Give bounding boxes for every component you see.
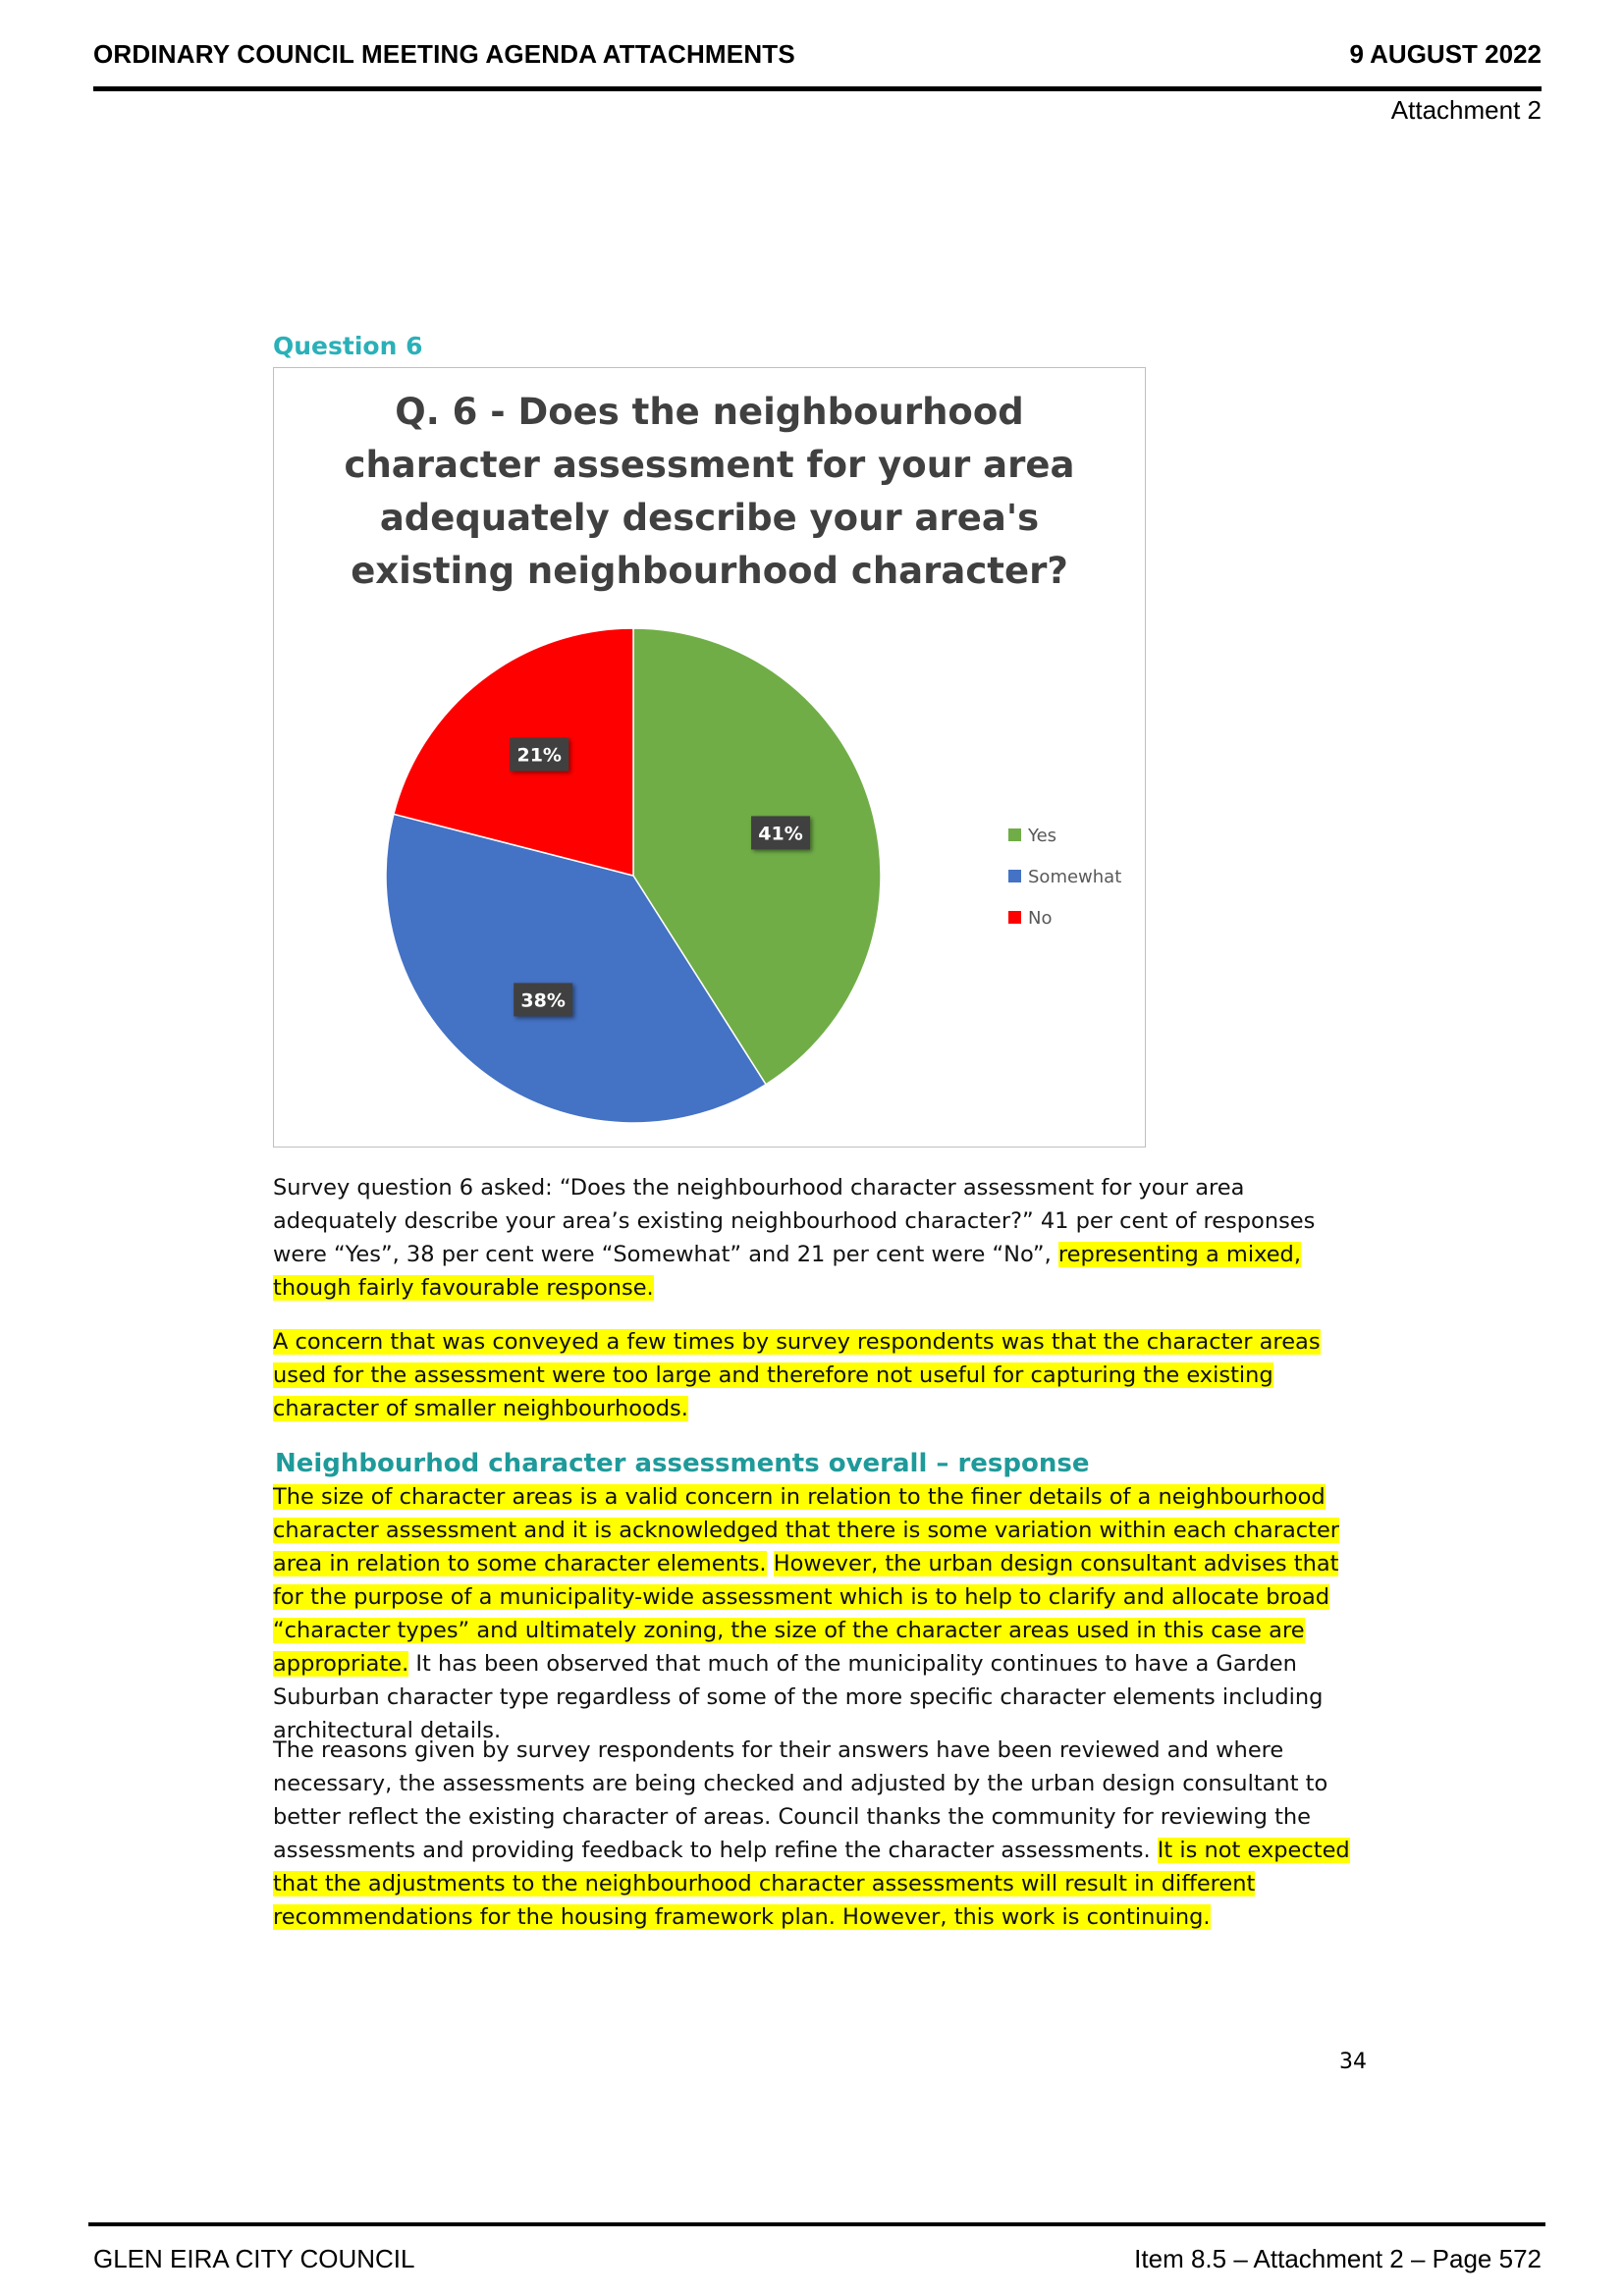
legend-swatch xyxy=(1008,911,1021,924)
header-title: ORDINARY COUNCIL MEETING AGENDA ATTACHMENTS xyxy=(93,39,795,69)
chart-title-line: existing neighbourhood character? xyxy=(351,550,1068,592)
section-heading: Neighbourhod character assessments overall – response xyxy=(275,1449,1090,1478)
pie-chart xyxy=(273,367,1146,1148)
data-label-text: 21% xyxy=(516,744,562,767)
question-label: Question 6 xyxy=(273,332,423,360)
header-rule xyxy=(93,86,1542,91)
highlighted-text: representing a mixed, though fairly favourable response. xyxy=(273,1242,1301,1301)
highlighted-text: A concern that was conveyed a few times by survey respondents was that the character areas used for the assessment were too large and therefore not useful for capturing the existing character of smaller neighbourhoods. xyxy=(273,1329,1321,1421)
paragraph-response xyxy=(273,1480,1363,1747)
legend-item-somewhat xyxy=(1008,867,1121,887)
data-label-somewhat xyxy=(514,983,572,1016)
legend-label: Somewhat xyxy=(1028,867,1122,887)
highlighted-text: The size of character areas is a valid concern in relation to the finer details of a neighbourhood character assessment and it is acknowledged that there is some variation within each character area in relation to some character elements. xyxy=(273,1484,1340,1576)
chart-title-line: Q. 6 - Does the neighbourhood xyxy=(395,391,1024,433)
header-attachment: Attachment 2 xyxy=(1390,95,1542,125)
chart-title-line: character assessment for your area xyxy=(344,444,1075,486)
data-label-no xyxy=(510,738,568,772)
paragraph-concern xyxy=(273,1325,1363,1425)
footer-organisation: GLEN EIRA CITY COUNCIL xyxy=(93,2244,415,2273)
paragraph-text: Survey question 6 asked: “Does the neighbourhood character assessment for your area adequately describe your area’s existing neighbourhood character?” 41 per cent of responses were “Yes”, 38 per cent were “Somewhat” and 21 per cent were “No”, xyxy=(273,1175,1316,1267)
legend-label: No xyxy=(1028,908,1053,929)
data-label-text: 41% xyxy=(758,823,803,845)
paragraph-text: The reasons given by survey respondents for their answers have been reviewed and where necessary, the assessments are being checked and adjusted by the urban design consultant to better reflect the existing character of areas. Council thanks the community for reviewing the assessments and providing feedback to help refine the character assessments. xyxy=(273,1737,1328,1863)
legend-label: Yes xyxy=(1028,826,1057,846)
highlighted-text: It is not expected that the adjustments to the neighbourhood character assessments will result in different recommendations for the housing framework plan. However, this work is continuing. xyxy=(273,1838,1350,1930)
paragraph-reasons xyxy=(273,1734,1363,1934)
legend-item-yes xyxy=(1008,826,1056,846)
legend-swatch xyxy=(1008,828,1021,841)
legend-swatch xyxy=(1008,870,1021,882)
footer-rule xyxy=(88,2222,1545,2226)
paragraph-survey-question xyxy=(273,1171,1363,1305)
data-label-text: 38% xyxy=(520,989,566,1012)
data-label-yes xyxy=(751,816,810,849)
footer-page-reference: Item 8.5 – Attachment 2 – Page 572 xyxy=(1134,2244,1542,2273)
legend-item-no xyxy=(1008,908,1052,929)
pie-chart-svg xyxy=(274,368,1145,1147)
header-date: 9 AUGUST 2022 xyxy=(1349,39,1542,69)
highlighted-text: However, the urban design consultant advises that for the purpose of a municipality-wide assessment which is to help to clarify and allocate broad “character types” and ultimately zoning, the size of the character areas used in this case are appropriate. xyxy=(273,1551,1339,1677)
paragraph-text: It has been observed that much of the municipality continues to have a Garden Suburban character type regardless of some of the more specific character elements including architectural details. xyxy=(273,1651,1324,1743)
chart-title-line: adequately describe your area's xyxy=(379,497,1040,539)
page-number: 34 xyxy=(1339,2050,1367,2074)
